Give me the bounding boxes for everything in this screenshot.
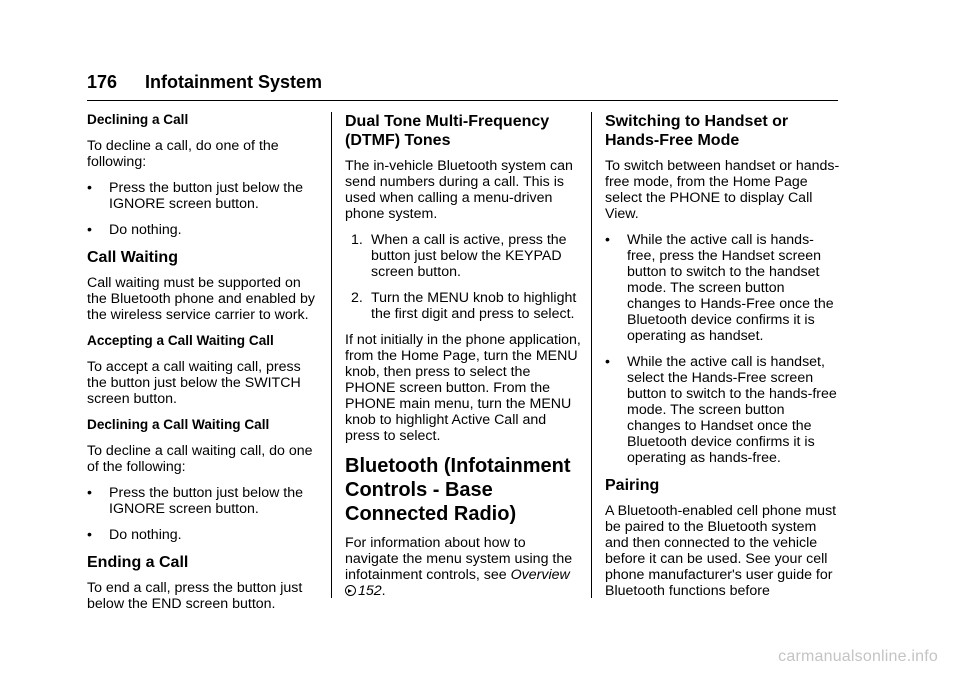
bluetooth-text <box>345 535 581 599</box>
list-item-text: Press the button just below the IGNORE screen button. <box>109 485 304 517</box>
list-item-text: Turn the MENU knob to highlight the first digit and press to select. <box>371 290 577 322</box>
call-waiting-text: Call waiting must be supported on the Bluetooth phone and enabled by the wireless service carrier to work. <box>87 275 315 323</box>
declining-call-waiting-heading: Declining a Call Waiting Call <box>87 417 270 432</box>
pairing-heading: Pairing <box>605 477 660 494</box>
step-number: 2. <box>351 290 363 306</box>
list-item <box>87 222 323 238</box>
list-item-text: While the active call is hands-free, press the Handset screen button to switch to the handset mode. The screen button changes to Hands-Free once the Bluetooth device confirms it is operating as handset. <box>627 232 834 344</box>
overview-link[interactable]: Overview <box>510 567 570 583</box>
bullet-icon: • <box>605 232 610 248</box>
declining-call-heading: Declining a Call <box>87 112 189 127</box>
accepting-call-waiting-heading: Accepting a Call Waiting Call <box>87 333 274 348</box>
page-header <box>87 70 838 101</box>
list-item <box>345 290 581 322</box>
switching-heading: Switching to Handset or Hands-Free Mode <box>605 113 789 149</box>
list-item <box>605 232 841 344</box>
bluetooth-heading: Bluetooth (Infotainment Controls - Base Connected Radio) <box>345 455 571 525</box>
watermark: carmanualsonline.info <box>778 648 938 665</box>
column-right <box>605 112 841 609</box>
page-reference-icon <box>345 585 356 596</box>
dtmf-text: If not initially in the phone application, from the Home Page, turn the MENU knob, then press to select the PHONE screen button. From the PHONE main menu, turn the MENU knob to highlight Active Call and press to select. <box>345 332 581 444</box>
column-divider <box>331 112 332 598</box>
list-item <box>605 354 841 466</box>
column-middle <box>345 112 581 609</box>
ending-call-text: To end a call, press the button just below the END screen button. <box>87 580 303 612</box>
bullet-icon: • <box>87 180 92 196</box>
list-item <box>87 180 323 212</box>
bullet-icon: • <box>605 354 610 370</box>
column-divider <box>591 112 592 598</box>
list-item-text: When a call is active, press the button just below the KEYPAD screen button. <box>371 232 567 280</box>
page-number: 176 <box>87 72 118 92</box>
bluetooth-text-body: For information about how to navigate the menu system using the infotainment controls, see <box>345 535 573 583</box>
bullet-icon: • <box>87 222 92 238</box>
declining-call-intro: To decline a call, do one of the following: <box>87 138 279 170</box>
dtmf-heading: Dual Tone Multi-Frequency (DTMF) Tones <box>345 113 550 149</box>
list-item <box>345 232 581 280</box>
reference-end: . <box>381 583 386 599</box>
switching-intro: To switch between handset or hands-free mode, from the Home Page select the PHONE to display Call View. <box>605 158 840 222</box>
dtmf-intro: The in-vehicle Bluetooth system can send numbers during a call. This is used when calling a menu-driven phone system. <box>345 158 573 222</box>
call-waiting-heading: Call Waiting <box>87 249 178 266</box>
declining-call-waiting-intro: To decline a call waiting call, do one of the following: <box>87 443 313 475</box>
ending-call-heading: Ending a Call <box>87 554 189 571</box>
list-item-text: Do nothing. <box>109 527 182 543</box>
column-left <box>87 112 323 622</box>
list-item-text: While the active call is handset, select the Hands-Free screen button to switch to the hands-free mode. The screen button changes to Handset once the Bluetooth device confirms it is operating as hands-free. <box>627 354 837 466</box>
list-item-text: Press the button just below the IGNORE screen button. <box>109 180 304 212</box>
bullet-icon: • <box>87 485 92 501</box>
pairing-text: A Bluetooth-enabled cell phone must be paired to the Bluetooth system and then connected to the vehicle before it can be used. See your cell phone manufacturer's user guide for Bluetooth functions before <box>605 503 837 599</box>
step-number: 1. <box>351 232 363 248</box>
bullet-icon: • <box>87 527 92 543</box>
list-item-text: Do nothing. <box>109 222 182 238</box>
accepting-call-waiting-text: To accept a call waiting call, press the button just below the SWITCH screen button. <box>87 359 301 407</box>
list-item <box>87 527 323 543</box>
list-item <box>87 485 323 517</box>
section-title: Infotainment System <box>145 72 323 92</box>
page-reference-link[interactable]: 152 <box>358 583 382 599</box>
